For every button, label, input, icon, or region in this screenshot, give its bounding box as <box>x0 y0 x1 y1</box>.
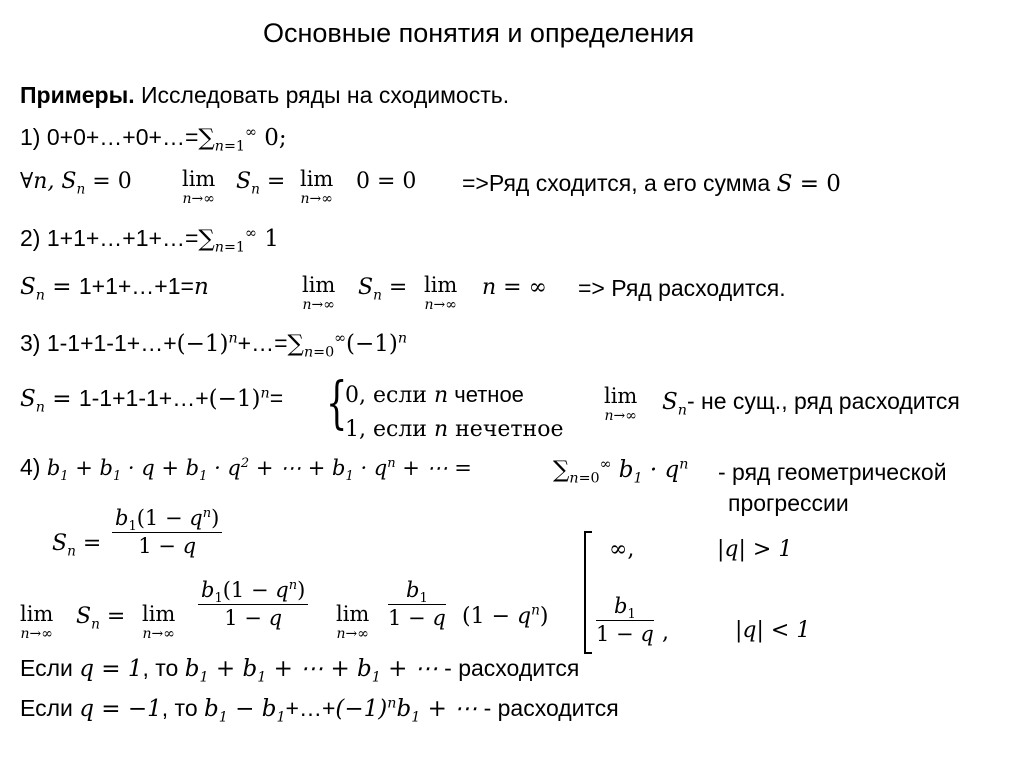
example-3-mid: +…= <box>237 330 288 356</box>
example-2-series: 2) $1+1+\dots+1+\dots=\sum_{n=1}^\infty$ 1 <box>20 225 279 256</box>
example-3-conclusion-text: - не сущ., ряд расходится <box>686 388 960 414</box>
examples-heading <box>20 84 509 107</box>
case-1-value: 0, если <box>345 383 434 408</box>
lim-sub: n→∞ <box>300 191 333 207</box>
lim-word: lim <box>604 384 638 408</box>
bracket-line <box>584 531 586 653</box>
case-infinity: ∞, <box>609 537 635 562</box>
lim-word: lim <box>142 602 176 626</box>
case-finite-condition: |q| < 1 <box>735 618 811 643</box>
q-equals-1-line: Если q = 1, то $b_1 + b_1$ + ⋯ + $b_1$ + ⋯ - расходится <box>20 655 580 686</box>
limit-sn-fraction-1: $\frac{b_1(1 - q^n)}{1 - q}$ <box>198 580 308 629</box>
sn-fraction: $\frac{b_1(1 - q^n)}{1 - q}$ <box>112 508 222 557</box>
example-2-lim-expr: $S_n$ = <box>358 275 408 304</box>
example-1-lim-expr: $S_n$ = <box>236 169 286 198</box>
lim-word: lim <box>20 602 54 626</box>
q2-suffix: - расходится <box>477 695 619 721</box>
example-3-lim <box>604 386 637 423</box>
lim-word: lim <box>300 167 334 191</box>
example-3-sn: $S_n$ = $1-1+1-1+\dots+(-1)^n=$ <box>20 385 284 416</box>
case-1-text: четное <box>448 382 524 407</box>
lim-sub: n→∞ <box>182 191 215 207</box>
example-1-lim-value: 0 = 0 <box>356 169 417 194</box>
limit-sn-expr: $S_n$ = <box>76 604 126 633</box>
lim-word: lim <box>182 167 216 191</box>
example-1-conclusion-text: =>Ряд сходится, а его сумма <box>462 170 777 196</box>
q1-suffix: - расходится <box>437 655 580 681</box>
example-2-sn: $S_n$ = 1+1+…+1=n <box>20 273 209 304</box>
limit-sn-2 <box>142 604 175 641</box>
lim-sub: n→∞ <box>302 297 335 313</box>
case-finite-fraction: $\frac{b_1}{1 - q}$ <box>596 594 654 646</box>
example-2-lim-2 <box>424 275 457 312</box>
examples-task: Исследовать ряды на сходимость. <box>134 82 510 108</box>
example-2-lim-1 <box>302 275 335 312</box>
example-3-prefix: 3) 1-1+1-1+…+ <box>20 330 177 356</box>
q-equals-minus-1-line: Если q = −1, то $b_1$ − $b_1+\dots+(-1)^nb_1$ + ⋯ - расходится <box>20 695 619 726</box>
bracket-top <box>584 531 592 533</box>
page-title: Основные понятия и определения <box>263 18 695 48</box>
lim-word: lim <box>302 273 336 297</box>
example-1-sum: = 0 <box>799 171 841 197</box>
example-2-conclusion: => Ряд расходится. <box>578 275 786 301</box>
example-3-case-2: 1, если n нечетное <box>345 417 564 442</box>
case-2-text: нечетное <box>455 417 564 442</box>
q2-prefix: Если <box>20 695 80 721</box>
q1-math: q = 1 <box>79 656 143 682</box>
example-1-prefix: 1) 0+0+…+0+…= <box>20 124 199 150</box>
forall-symbol: ∀ <box>20 169 34 194</box>
lim-sub: n→∞ <box>424 297 457 313</box>
geometric-label-1: - ряд геометрической <box>718 459 947 485</box>
example-2-prefix: 2) 1+1+…+1+…= <box>20 225 199 251</box>
limit-sn-tail: $(1 - q^n)$ <box>462 602 549 629</box>
example-2-term: 1 <box>264 226 279 252</box>
example-1-conclusion: =>Ряд сходится, а его сумма S = 0 <box>462 170 841 197</box>
case-finite-comma: , <box>662 620 669 645</box>
example-2-lim-eq: = <box>381 275 408 300</box>
brace-icon: { <box>326 371 348 436</box>
example-3-case-1: 0, если n четное <box>345 382 524 408</box>
lim-word: lim <box>336 602 370 626</box>
sn-label: $S_n$ = <box>52 531 102 560</box>
q2-math: q = −1 <box>79 696 162 722</box>
example-4-sum: $\sum_{n=0}^\infty$ $b_1 \cdot q^n$ <box>553 456 689 487</box>
q1-prefix: Если <box>20 655 80 681</box>
example-1-term: 0; <box>264 125 287 151</box>
example-2-sn-text: 1+1+…+1= <box>78 273 194 299</box>
bracket-bottom <box>584 652 592 654</box>
lim-sub: n→∞ <box>604 408 637 424</box>
case-2-value: 1, если <box>345 417 434 442</box>
examples-label: Примеры. <box>20 82 135 108</box>
q2-to: , то <box>161 695 205 721</box>
example-1-lim-1 <box>182 169 215 206</box>
lim-sub: n→∞ <box>142 626 175 642</box>
example-1-lim-2 <box>300 169 333 206</box>
example-3-conclusion: $S_n-$ не сущ., ряд расходится <box>662 388 960 419</box>
lim-sub: n→∞ <box>20 626 53 642</box>
limit-sn-1 <box>20 604 53 641</box>
example-2-lim-value: n = ∞ <box>482 275 547 300</box>
geometric-label-2: прогрессии <box>728 490 849 516</box>
example-3-sn-text: 1-1+1-1+…+ <box>78 385 209 411</box>
example-4-series: 4) $b_1 + b_1 \cdot q + b_1 \cdot q^2$ + ⋯ + $b_1 \cdot q^n$ + ⋯ = <box>20 454 472 485</box>
example-1-lim-eq: = <box>266 169 286 194</box>
example-1-sn-value: = 0 <box>92 169 132 194</box>
case-infinity-condition: |q| > 1 <box>717 537 793 562</box>
q2-mid: +…+ <box>285 695 336 721</box>
limit-sn-fraction-2: $\frac{b_1}{1 - q}$ <box>388 578 446 630</box>
example-1-sn: ∀n, $S_n = 0$ <box>20 169 132 198</box>
example-1-series: 1) $0+0+\dots+0+\dots=\sum_{n=1}^\infty$ 0; <box>20 124 287 155</box>
example-4-prefix: 4) <box>20 454 47 480</box>
lim-word: lim <box>424 273 458 297</box>
example-3-series: 3) $1-1+1-1+\dots+(-1)^n+\dots=\sum_{n=0}^\infty(-1)^n$ <box>20 330 408 361</box>
q1-to: , то <box>142 655 185 681</box>
limit-sn-3 <box>336 604 369 641</box>
lim-sub: n→∞ <box>336 626 369 642</box>
